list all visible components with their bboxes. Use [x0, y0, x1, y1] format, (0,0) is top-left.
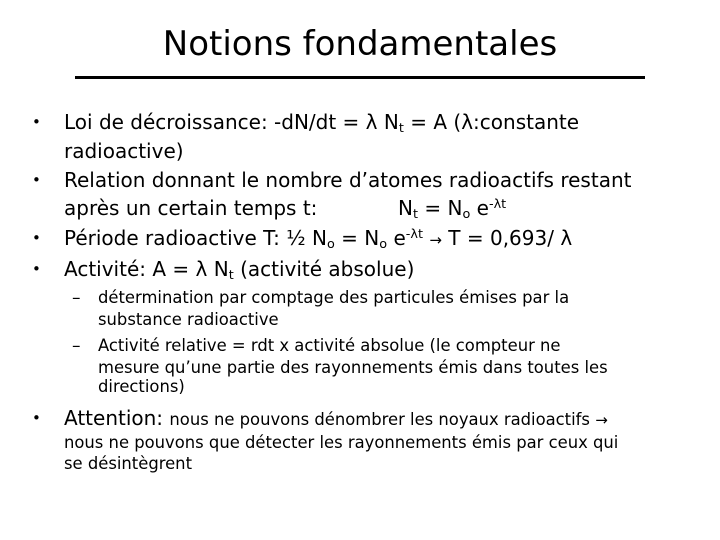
subscript-t: t: [228, 267, 234, 283]
lambda-symbol: λ: [195, 257, 208, 281]
lambda-symbol: λ: [560, 226, 573, 250]
sub-bullet-1-line-2: substance radioactive: [98, 310, 279, 329]
bullet-5-line-3: se désintègrent: [64, 454, 192, 473]
bullet-5-line-1: [64, 406, 608, 432]
right-arrow-icon: →: [595, 411, 608, 429]
bullet-1-text-c: :constante: [473, 110, 580, 134]
lambda-symbol: λ: [461, 110, 474, 134]
superscript-exponent: -λt: [488, 196, 507, 212]
bullet-marker: •: [32, 113, 41, 131]
formula-eq: = N: [418, 196, 463, 220]
bullet-1-line-1: [64, 110, 579, 134]
decay-formula: [398, 196, 506, 220]
dash-marker: –: [72, 288, 81, 308]
bullet-4-line-1: [64, 257, 414, 281]
subscript-o: o: [462, 206, 471, 222]
sub-bullet-1-line-1: détermination par comptage des particules émises par la: [98, 288, 570, 307]
bullet-1-text-a: Loi de décroissance: -dN/dt =: [64, 110, 366, 134]
attention-label: Attention:: [64, 406, 170, 430]
period-text-c: e: [387, 226, 406, 250]
activity-text-c: (activité absolue): [233, 257, 415, 281]
period-text-b: = N: [334, 226, 380, 250]
attention-text: nous ne pouvons dénombrer les noyaux radioactifs: [169, 410, 596, 429]
bullet-marker: •: [32, 409, 41, 427]
bullet-1-text-b: = A (: [403, 110, 462, 134]
sub-bullet-2-line-3: directions): [98, 377, 185, 396]
right-arrow-icon: →: [429, 231, 442, 249]
bullet-1-text-N: N: [377, 110, 399, 134]
activity-text-a: Activité: A =: [64, 257, 196, 281]
formula-e: e: [470, 196, 489, 220]
period-text-a: Période radioactive T: ½ N: [64, 226, 327, 250]
subscript-o: o: [379, 236, 388, 252]
slide-title: Notions fondamentales: [162, 24, 558, 64]
bullet-5-line-2: nous ne pouvons que détecter les rayonnements émis par ceux qui: [64, 433, 619, 452]
activity-text-b: N: [207, 257, 229, 281]
dash-marker: –: [72, 336, 81, 356]
sub-bullet-2-line-2: mesure qu’une partie des rayonnements émis dans toutes les: [98, 358, 608, 377]
bullet-1-line-2: radioactive): [64, 139, 184, 163]
superscript-exponent: -λt: [405, 226, 423, 242]
lambda-symbol: λ: [365, 110, 378, 134]
bullet-marker: •: [32, 171, 41, 189]
formula-N: N: [398, 196, 413, 220]
bullet-2-line-1: Relation donnant le nombre d’atomes radioactifs restant: [64, 168, 632, 192]
bullet-3-line-1: [64, 226, 572, 252]
subscript-t: t: [398, 120, 404, 136]
period-text-e: T = 0,693/: [441, 226, 561, 250]
bullet-marker: •: [32, 260, 41, 278]
sub-bullet-2-line-1: Activité relative = rdt x activité absolue (le compteur ne: [98, 336, 561, 355]
bullet-2-line-2: après un certain temps t:: [64, 196, 318, 220]
bullet-marker: •: [32, 229, 41, 247]
subscript-t: t: [412, 206, 418, 222]
subscript-o: o: [326, 236, 335, 252]
